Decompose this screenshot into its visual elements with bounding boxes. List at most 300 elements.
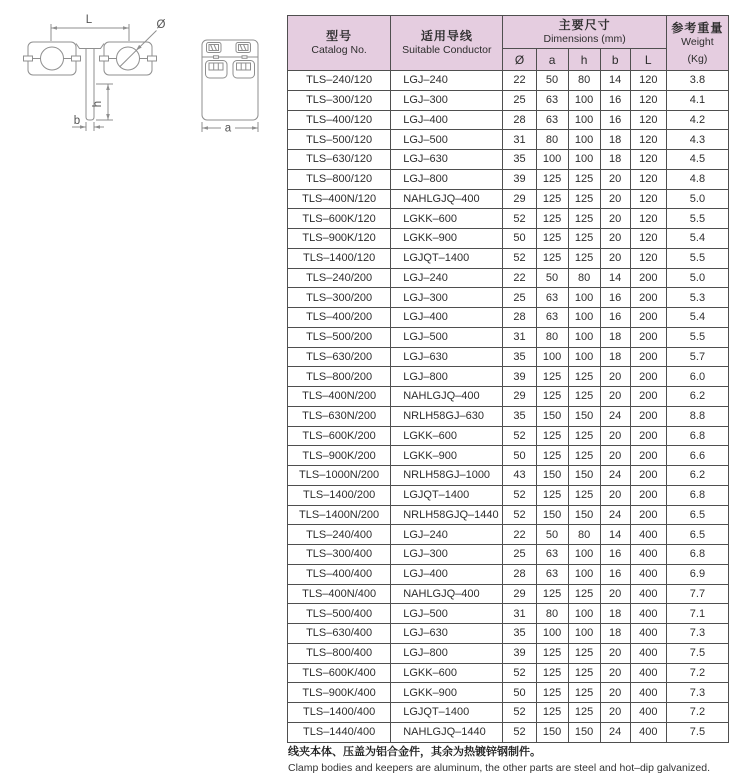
footnote-english: Clamp bodies and keepers are aluminum, the other parts are steel and hot–dip galvanized.: [288, 762, 711, 774]
table-row: [288, 584, 729, 604]
catalog-no-cell: TLS–400/120: [288, 110, 391, 130]
spec-table-header: [288, 16, 729, 71]
conductor-cell: LGJ–300: [391, 288, 503, 308]
conductor-cell: LGJ–300: [391, 90, 503, 110]
dim-l-cell: 120: [630, 229, 666, 249]
table-row: [288, 505, 729, 525]
dim-diameter-cell: 25: [503, 90, 536, 110]
weight-cell: 7.2: [666, 663, 728, 683]
dim-l-cell: 120: [630, 130, 666, 150]
dim-diameter-cell: 28: [503, 308, 536, 328]
dim-a-cell: 125: [536, 387, 568, 407]
dim-a-cell: 125: [536, 446, 568, 466]
dim-h-cell: 100: [568, 604, 600, 624]
weight-cell: 5.4: [666, 308, 728, 328]
catalog-no-cell: TLS–630/200: [288, 347, 391, 367]
dim-a-cell: 125: [536, 229, 568, 249]
dim-h-cell: 150: [568, 466, 600, 486]
dim-b-cell: 18: [600, 130, 630, 150]
dim-diameter-cell: 52: [503, 209, 536, 229]
dim-label-h: h: [92, 100, 104, 108]
weight-cell: 4.5: [666, 150, 728, 170]
header-conductor-cn: 适用导线: [420, 29, 473, 43]
dim-b-cell: 16: [600, 90, 630, 110]
catalog-no-cell: TLS–400/200: [288, 308, 391, 328]
table-row: [288, 525, 729, 545]
dim-h-cell: 100: [568, 90, 600, 110]
dim-diameter-cell: 29: [503, 584, 536, 604]
dim-b-cell: 20: [600, 643, 630, 663]
conductor-cell: LGJ–800: [391, 169, 503, 189]
weight-cell: 6.2: [666, 466, 728, 486]
dim-a-cell: 125: [536, 169, 568, 189]
conductor-cell: LGJ–630: [391, 150, 503, 170]
catalog-no-cell: TLS–400N/120: [288, 189, 391, 209]
catalog-no-cell: TLS–400N/400: [288, 584, 391, 604]
dim-a-cell: 125: [536, 189, 568, 209]
dim-a-cell: 125: [536, 485, 568, 505]
weight-cell: 6.6: [666, 446, 728, 466]
table-row: [288, 446, 729, 466]
table-row: [288, 229, 729, 249]
conductor-cell: NAHLGJQ–400: [391, 387, 503, 407]
front-view-drawing: [24, 14, 166, 131]
dim-diameter-cell: 43: [503, 466, 536, 486]
catalog-no-cell: TLS–400N/200: [288, 387, 391, 407]
dim-b-cell: 20: [600, 683, 630, 703]
conductor-cell: LGJ–400: [391, 308, 503, 328]
catalog-no-cell: TLS–500/120: [288, 130, 391, 150]
dim-b-cell: 24: [600, 505, 630, 525]
conductor-cell: LGJQT–1400: [391, 248, 503, 268]
dim-diameter-cell: 29: [503, 189, 536, 209]
dim-h-cell: 125: [568, 229, 600, 249]
catalog-no-cell: TLS–240/200: [288, 268, 391, 288]
dim-b-cell: 20: [600, 189, 630, 209]
dim-l-cell: 400: [630, 564, 666, 584]
dim-b-cell: 18: [600, 624, 630, 644]
dim-b-cell: 16: [600, 545, 630, 565]
dim-h-cell: 125: [568, 663, 600, 683]
dim-b-cell: 14: [600, 268, 630, 288]
catalog-no-cell: TLS–500/400: [288, 604, 391, 624]
dim-a-cell: 125: [536, 426, 568, 446]
header-dimensions: [503, 16, 666, 49]
weight-cell: 6.8: [666, 485, 728, 505]
header-dim-diameter: Ø: [503, 49, 536, 71]
dim-diameter-cell: 52: [503, 426, 536, 446]
dim-b-cell: 20: [600, 485, 630, 505]
conductor-cell: LGJ–240: [391, 268, 503, 288]
dim-l-cell: 120: [630, 169, 666, 189]
dim-diameter-cell: 22: [503, 268, 536, 288]
conductor-cell: LGJ–630: [391, 624, 503, 644]
dim-l-cell: 120: [630, 71, 666, 91]
table-row: [288, 71, 729, 91]
weight-cell: 5.0: [666, 189, 728, 209]
weight-cell: 3.8: [666, 71, 728, 91]
dim-a-cell: 50: [536, 71, 568, 91]
weight-cell: 6.2: [666, 387, 728, 407]
weight-cell: 7.3: [666, 683, 728, 703]
dim-b-cell: 20: [600, 229, 630, 249]
dim-h-cell: 100: [568, 564, 600, 584]
weight-cell: 5.7: [666, 347, 728, 367]
table-row: [288, 189, 729, 209]
catalog-no-cell: TLS–630N/200: [288, 406, 391, 426]
weight-cell: 5.5: [666, 248, 728, 268]
weight-cell: 4.8: [666, 169, 728, 189]
dim-l-cell: 400: [630, 584, 666, 604]
header-weight-unit: (Kg): [687, 52, 708, 65]
table-row: [288, 347, 729, 367]
dim-b-cell: 20: [600, 663, 630, 683]
table-row: [288, 466, 729, 486]
dim-l-cell: 200: [630, 466, 666, 486]
dim-diameter-cell: 35: [503, 150, 536, 170]
dim-b-cell: 20: [600, 367, 630, 387]
dim-b-cell: 20: [600, 387, 630, 407]
weight-cell: 7.2: [666, 703, 728, 723]
weight-cell: 7.5: [666, 722, 728, 742]
conductor-cell: LGJ–500: [391, 604, 503, 624]
dim-l-cell: 120: [630, 209, 666, 229]
dim-h-cell: 125: [568, 387, 600, 407]
dim-l-cell: 200: [630, 308, 666, 328]
dim-diameter-cell: 39: [503, 367, 536, 387]
dim-a-cell: 125: [536, 643, 568, 663]
dim-l-cell: 400: [630, 703, 666, 723]
dim-a-cell: 125: [536, 663, 568, 683]
conductor-cell: LGJ–800: [391, 367, 503, 387]
weight-cell: 4.2: [666, 110, 728, 130]
dim-l-cell: 200: [630, 485, 666, 505]
dim-a-cell: 63: [536, 308, 568, 328]
conductor-cell: LGJ–400: [391, 110, 503, 130]
dim-l-cell: 120: [630, 110, 666, 130]
table-row: [288, 663, 729, 683]
dim-b-cell: 20: [600, 703, 630, 723]
table-row: [288, 288, 729, 308]
dim-l-cell: 200: [630, 268, 666, 288]
dim-diameter-cell: 31: [503, 327, 536, 347]
spec-table-body: [288, 71, 729, 743]
catalog-no-cell: TLS–240/400: [288, 525, 391, 545]
catalog-no-cell: TLS–800/200: [288, 367, 391, 387]
catalog-no-cell: TLS–1400/200: [288, 485, 391, 505]
dim-a-cell: 125: [536, 367, 568, 387]
dim-a-cell: 150: [536, 722, 568, 742]
dim-l-cell: 400: [630, 624, 666, 644]
catalog-no-cell: TLS–1000N/200: [288, 466, 391, 486]
dim-b-cell: 20: [600, 446, 630, 466]
clamp-drawing-svg: [0, 0, 285, 160]
weight-cell: 6.5: [666, 525, 728, 545]
dim-b-cell: 24: [600, 722, 630, 742]
spec-table: [287, 15, 729, 743]
conductor-cell: LGJ–800: [391, 643, 503, 663]
dim-h-cell: 100: [568, 288, 600, 308]
dim-b-cell: 20: [600, 426, 630, 446]
dim-b-cell: 20: [600, 169, 630, 189]
dim-diameter-cell: 52: [503, 485, 536, 505]
catalog-no-cell: TLS–600K/120: [288, 209, 391, 229]
conductor-cell: LGJQT–1400: [391, 485, 503, 505]
dim-h-cell: 125: [568, 643, 600, 663]
dim-label-b: b: [73, 115, 81, 127]
catalog-no-cell: TLS–300/400: [288, 545, 391, 565]
conductor-cell: NRLH58GJQ–1440: [391, 505, 503, 525]
table-row: [288, 169, 729, 189]
dim-l-cell: 200: [630, 406, 666, 426]
dim-b-cell: 16: [600, 288, 630, 308]
table-row: [288, 406, 729, 426]
dim-l-cell: 200: [630, 505, 666, 525]
catalog-no-cell: TLS–1400/400: [288, 703, 391, 723]
header-conductor-en: Suitable Conductor: [402, 44, 492, 56]
header-weight-cn: 参考重量: [671, 20, 724, 35]
dim-b-cell: 24: [600, 406, 630, 426]
header-weight: [666, 16, 728, 71]
dim-h-cell: 100: [568, 327, 600, 347]
dim-h-cell: 100: [568, 110, 600, 130]
dim-h-cell: 80: [568, 268, 600, 288]
dim-h-cell: 125: [568, 426, 600, 446]
catalog-no-cell: TLS–630/120: [288, 150, 391, 170]
weight-cell: 7.5: [666, 643, 728, 663]
header-suitable-conductor: [391, 16, 503, 71]
conductor-cell: LGKK–900: [391, 229, 503, 249]
dim-a-cell: 125: [536, 209, 568, 229]
header-dim-h: h: [568, 49, 600, 71]
dim-l-cell: 400: [630, 722, 666, 742]
header-catalog-cn: 型号: [326, 29, 353, 43]
dim-b-cell: 16: [600, 308, 630, 328]
dim-l-cell: 400: [630, 525, 666, 545]
dim-diameter-cell: 52: [503, 722, 536, 742]
table-row: [288, 485, 729, 505]
dim-a-cell: 63: [536, 545, 568, 565]
weight-cell: 5.5: [666, 209, 728, 229]
dim-l-cell: 200: [630, 288, 666, 308]
dim-a-cell: 80: [536, 604, 568, 624]
dim-b-cell: 14: [600, 71, 630, 91]
catalog-no-cell: TLS–240/120: [288, 71, 391, 91]
weight-cell: 5.5: [666, 327, 728, 347]
dim-h-cell: 100: [568, 347, 600, 367]
table-row: [288, 387, 729, 407]
catalog-no-cell: TLS–1440/400: [288, 722, 391, 742]
dim-b-cell: 18: [600, 347, 630, 367]
conductor-cell: LGKK–600: [391, 209, 503, 229]
dim-a-cell: 63: [536, 564, 568, 584]
header-dim-a: a: [536, 49, 568, 71]
catalog-no-cell: TLS–800/400: [288, 643, 391, 663]
dim-b-cell: 18: [600, 327, 630, 347]
dim-l-cell: 200: [630, 387, 666, 407]
dim-diameter-cell: 29: [503, 387, 536, 407]
dim-diameter-cell: 50: [503, 446, 536, 466]
dim-h-cell: 125: [568, 169, 600, 189]
dim-l-cell: 400: [630, 643, 666, 663]
catalog-no-cell: TLS–1400N/200: [288, 505, 391, 525]
dim-diameter-cell: 35: [503, 624, 536, 644]
dim-a-cell: 50: [536, 268, 568, 288]
dim-diameter-cell: 31: [503, 604, 536, 624]
table-row: [288, 268, 729, 288]
weight-cell: 7.3: [666, 624, 728, 644]
dim-h-cell: 80: [568, 525, 600, 545]
conductor-cell: LGJ–500: [391, 327, 503, 347]
dim-a-cell: 80: [536, 327, 568, 347]
dim-diameter-cell: 25: [503, 288, 536, 308]
dim-diameter-cell: 39: [503, 169, 536, 189]
table-row: [288, 426, 729, 446]
dim-b-cell: 20: [600, 248, 630, 268]
dim-h-cell: 125: [568, 189, 600, 209]
dim-l-cell: 400: [630, 683, 666, 703]
footnotes: [288, 745, 728, 776]
header-catalog-no: [288, 16, 391, 71]
dim-diameter-cell: 22: [503, 71, 536, 91]
header-weight-en: Weight: [681, 35, 714, 48]
dim-diameter-cell: 35: [503, 347, 536, 367]
table-row: [288, 327, 729, 347]
conductor-cell: LGJ–500: [391, 130, 503, 150]
dim-l-cell: 200: [630, 327, 666, 347]
conductor-cell: LGJ–630: [391, 347, 503, 367]
weight-cell: 4.1: [666, 90, 728, 110]
conductor-cell: NAHLGJQ–400: [391, 584, 503, 604]
catalog-no-cell: TLS–900K/400: [288, 683, 391, 703]
dim-h-cell: 80: [568, 71, 600, 91]
catalog-no-cell: TLS–600K/200: [288, 426, 391, 446]
dim-a-cell: 100: [536, 624, 568, 644]
table-row: [288, 722, 729, 742]
dim-a-cell: 50: [536, 525, 568, 545]
conductor-cell: LGJ–300: [391, 545, 503, 565]
dim-diameter-cell: 52: [503, 248, 536, 268]
dim-h-cell: 100: [568, 308, 600, 328]
dim-l-cell: 120: [630, 248, 666, 268]
dim-h-cell: 125: [568, 209, 600, 229]
catalog-no-cell: TLS–800/120: [288, 169, 391, 189]
conductor-cell: LGJ–240: [391, 71, 503, 91]
weight-cell: 5.0: [666, 268, 728, 288]
dim-h-cell: 100: [568, 624, 600, 644]
dim-h-cell: 100: [568, 545, 600, 565]
dim-l-cell: 120: [630, 189, 666, 209]
dim-l-cell: 200: [630, 426, 666, 446]
side-view-drawing: [202, 40, 258, 135]
dim-label-a: a: [224, 122, 232, 135]
catalog-no-cell: TLS–300/200: [288, 288, 391, 308]
dim-a-cell: 63: [536, 288, 568, 308]
dim-h-cell: 125: [568, 584, 600, 604]
conductor-cell: LGKK–600: [391, 663, 503, 683]
catalog-no-cell: TLS–400/400: [288, 564, 391, 584]
dim-b-cell: 24: [600, 466, 630, 486]
dim-l-cell: 400: [630, 604, 666, 624]
dim-diameter-cell: 31: [503, 130, 536, 150]
weight-cell: 7.7: [666, 584, 728, 604]
dim-a-cell: 125: [536, 248, 568, 268]
dim-a-cell: 100: [536, 150, 568, 170]
dim-diameter-cell: 28: [503, 564, 536, 584]
table-row: [288, 308, 729, 328]
technical-drawing: [0, 0, 285, 160]
dim-h-cell: 150: [568, 722, 600, 742]
dim-h-cell: 125: [568, 703, 600, 723]
table-row: [288, 248, 729, 268]
weight-cell: 8.8: [666, 406, 728, 426]
dim-l-cell: 120: [630, 150, 666, 170]
catalog-no-cell: TLS–300/120: [288, 90, 391, 110]
dim-h-cell: 125: [568, 248, 600, 268]
dim-diameter-cell: 28: [503, 110, 536, 130]
table-row: [288, 703, 729, 723]
dim-diameter-cell: 52: [503, 703, 536, 723]
conductor-cell: LGKK–900: [391, 683, 503, 703]
dim-b-cell: 16: [600, 110, 630, 130]
dim-l-cell: 400: [630, 545, 666, 565]
dim-a-cell: 150: [536, 406, 568, 426]
dim-a-cell: 63: [536, 90, 568, 110]
conductor-cell: NRLH58GJ–630: [391, 406, 503, 426]
dim-l-cell: 200: [630, 347, 666, 367]
dim-diameter-cell: 35: [503, 406, 536, 426]
dim-b-cell: 20: [600, 584, 630, 604]
dim-b-cell: 16: [600, 564, 630, 584]
dim-diameter-cell: 50: [503, 229, 536, 249]
catalog-no-cell: TLS–600K/400: [288, 663, 391, 683]
dim-h-cell: 125: [568, 446, 600, 466]
conductor-cell: NAHLGJQ–1440: [391, 722, 503, 742]
conductor-cell: NAHLGJQ–400: [391, 189, 503, 209]
dim-b-cell: 18: [600, 150, 630, 170]
dim-label-diameter: Ø: [156, 19, 166, 31]
dim-diameter-cell: 39: [503, 643, 536, 663]
dim-a-cell: 150: [536, 505, 568, 525]
catalog-no-cell: TLS–1400/120: [288, 248, 391, 268]
dim-l-cell: 400: [630, 663, 666, 683]
conductor-cell: LGKK–900: [391, 446, 503, 466]
conductor-cell: LGKK–600: [391, 426, 503, 446]
dim-a-cell: 150: [536, 466, 568, 486]
dim-h-cell: 125: [568, 683, 600, 703]
weight-cell: 6.8: [666, 545, 728, 565]
catalog-no-cell: TLS–900K/120: [288, 229, 391, 249]
table-row: [288, 683, 729, 703]
header-dim-l: L: [630, 49, 666, 71]
weight-cell: 7.1: [666, 604, 728, 624]
header-dimensions-en: Dimensions (mm): [543, 33, 626, 45]
dim-diameter-cell: 50: [503, 683, 536, 703]
weight-cell: 6.0: [666, 367, 728, 387]
dim-l-cell: 200: [630, 446, 666, 466]
dim-label-L: L: [85, 14, 93, 26]
catalog-no-cell: TLS–500/200: [288, 327, 391, 347]
dim-diameter-cell: 25: [503, 545, 536, 565]
dim-a-cell: 125: [536, 703, 568, 723]
weight-cell: 4.3: [666, 130, 728, 150]
footnote-chinese: 线夹本体、压盖为铝合金件，其余为热镀锌钢制件。: [288, 746, 541, 758]
catalog-no-cell: TLS–900K/200: [288, 446, 391, 466]
weight-cell: 5.3: [666, 288, 728, 308]
dim-l-cell: 120: [630, 90, 666, 110]
dim-a-cell: 80: [536, 130, 568, 150]
table-row: [288, 110, 729, 130]
